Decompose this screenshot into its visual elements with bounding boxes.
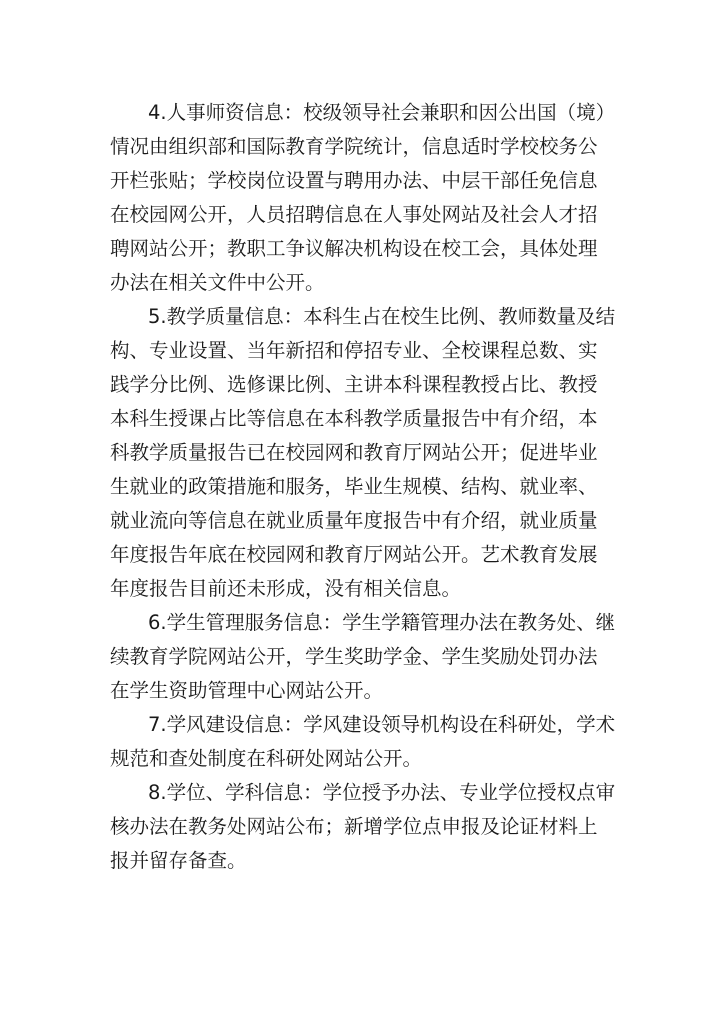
text-line: 构、专业设置、当年新招和停招专业、全校课程总数、实 bbox=[110, 339, 598, 362]
text-line: 在学生资助管理中心网站公开。 bbox=[110, 679, 384, 702]
paragraph-degrees-disciplines bbox=[110, 776, 620, 878]
text-line: 核办法在教务处网站公布；新增学位点申报及论证材料上 bbox=[110, 815, 598, 838]
text-line: 就业流向等信息在就业质量年度报告中有介绍，就业质量 bbox=[110, 509, 598, 532]
paragraph-teaching-quality bbox=[110, 300, 620, 606]
text-line: 办法在相关文件中公开。 bbox=[110, 271, 325, 294]
text-line: 本科生授课占比等信息在本科教学质量报告中有介绍，本 bbox=[110, 407, 598, 430]
text-line: 报并留存备查。 bbox=[110, 849, 247, 872]
text-line: 践学分比例、选修课比例、主讲本科课程教授占比、教授 bbox=[110, 373, 598, 396]
document-body bbox=[110, 96, 620, 878]
text-line: 5.教学质量信息：本科生占在校生比例、教师数量及结 bbox=[148, 305, 616, 328]
paragraph-academic-style bbox=[110, 708, 620, 776]
text-line: 规范和查处制度在科研处网站公开。 bbox=[110, 747, 423, 770]
paragraph-personnel bbox=[110, 96, 620, 300]
text-line: 聘网站公开；教职工争议解决机构设在校工会，具体处理 bbox=[110, 237, 598, 260]
text-line: 年度报告年底在校园网和教育厅网站公开。艺术教育发展 bbox=[110, 543, 598, 566]
paragraph-student-services bbox=[110, 606, 620, 708]
text-line: 8.学位、学科信息：学位授予办法、专业学位授权点审 bbox=[148, 781, 616, 804]
text-line: 开栏张贴；学校岗位设置与聘用办法、中层干部任免信息 bbox=[110, 169, 598, 192]
text-line: 情况由组织部和国际教育学院统计，信息适时学校校务公 bbox=[110, 135, 598, 158]
text-line: 年度报告目前还未形成，没有相关信息。 bbox=[110, 577, 462, 600]
text-line: 6.学生管理服务信息：学生学籍管理办法在教务处、继 bbox=[148, 611, 616, 634]
text-line: 科教学质量报告已在校园网和教育厅网站公开；促进毕业 bbox=[110, 441, 598, 464]
text-line: 续教育学院网站公开，学生奖助学金、学生奖励处罚办法 bbox=[110, 645, 598, 668]
text-line: 7.学风建设信息：学风建设领导机构设在科研处，学术 bbox=[148, 713, 616, 736]
text-line: 生就业的政策措施和服务，毕业生规模、结构、就业率、 bbox=[110, 475, 598, 498]
text-line: 在校园网公开，人员招聘信息在人事处网站及社会人才招 bbox=[110, 203, 598, 226]
text-line: 4.人事师资信息：校级领导社会兼职和因公出国（境） bbox=[148, 101, 616, 124]
